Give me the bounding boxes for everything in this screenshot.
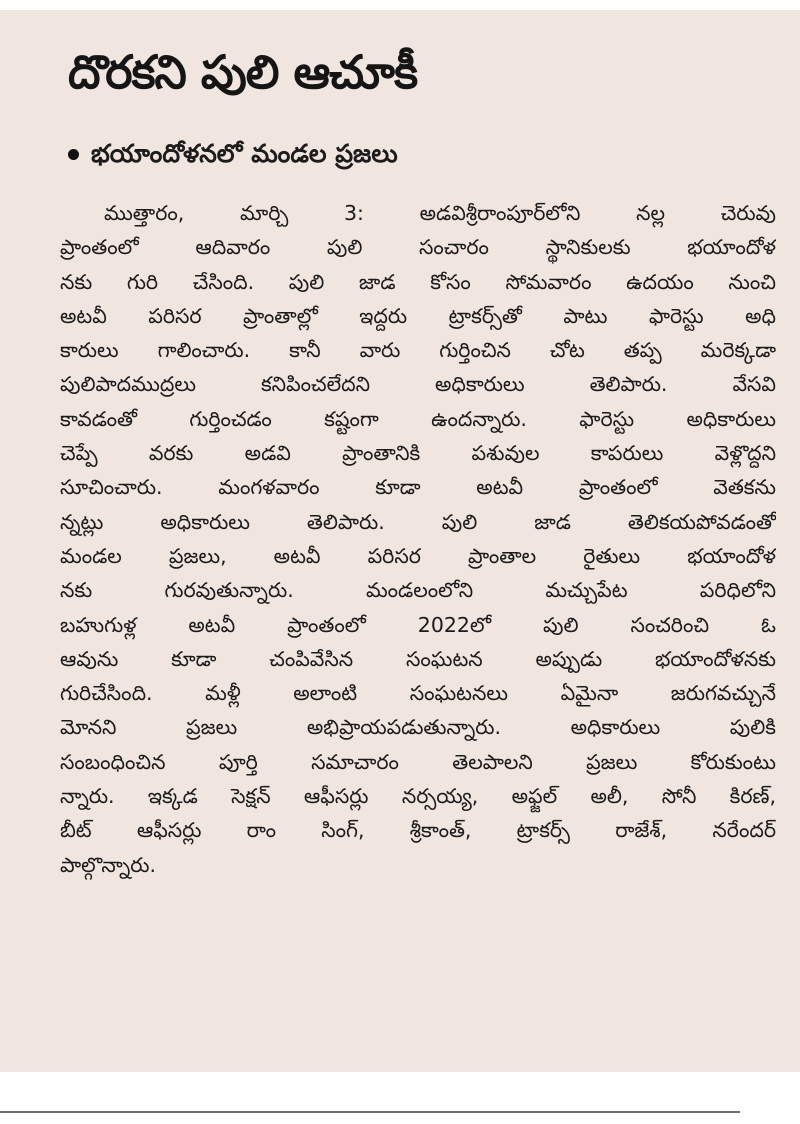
body-line: సూచించారు. మంగళవారం కూడా అటవీ ప్రాంతంలో వెతకను [60, 475, 776, 500]
body-line: ముత్తారం, మార్చి 3: అడవిశ్రీరాంపూర్‌లోని నల్ల చెరువు [104, 201, 776, 225]
body-line: చెప్పే వరకు అడవి ప్రాంతానికి పశువుల కాపరులు వెళ్లొద్దని [60, 441, 776, 466]
subheadline-text: భయాందోళనలో మండల ప్రజలు [91, 139, 398, 168]
body-line: న్నారు. ఇక్కడ సెక్షన్ ఆఫీసర్లు నర్సయ్య, అఫ్జల్ అలీ, సోనీ కిరణ్, [60, 784, 776, 809]
body-line: గురిచేసింది. మళ్లీ అలాంటి సంఘటనలు ఏమైనా జరుగవచ్చునే [60, 681, 776, 706]
body-line: నకు గురి చేసింది. పులి జాడ కోసం సోమవారం ఉదయం నుంచి [60, 269, 776, 294]
article-subheadline [68, 132, 768, 176]
body-line: పులిపాదముద్రలు కనిపించలేదని అధికారులు తెలిపారు. వేసవి [60, 372, 776, 397]
newspaper-clipping [0, 10, 800, 1072]
body-line: అటవీ పరిసర ప్రాంతాల్లో ఇద్దరు ట్రాకర్స్‌తో పాటు ఫారెస్టు అధి [60, 303, 776, 328]
body-line: మండల ప్రజలు, అటవీ పరిసర ప్రాంతాల రైతులు భయాందోళ [60, 543, 776, 568]
bullet-icon [68, 149, 79, 160]
body-line: కారులు గాలించారు. కానీ వారు గుర్తించిన చోట తప్ప మరెక్కడా [60, 338, 776, 363]
body-line: కావడంతో గుర్తించడం కష్టంగా ఉందన్నారు. ఫారెస్టు అధికారులు [60, 406, 776, 431]
body-line: నకు గురవుతున్నారు. మండలంలోని మచ్చుపేట పరిధిలోని [60, 578, 776, 603]
article-headline: దొరకని పులి ఆచూకీ [68, 45, 418, 99]
body-line: న్నట్లు అధికారులు తెలిపారు. పులి జాడ తెలికయపోవడంతో [60, 509, 776, 534]
body-line: బహుగుళ్ల అటవీ ప్రాంతంలో 2022లో పులి సంచరించి ఓ [60, 612, 776, 637]
body-line: సంబంధించిన పూర్తి సమాచారం తెలపాలని ప్రజలు కోరుకుంటు [60, 749, 776, 774]
body-line: పాల్గొన్నారు. [60, 852, 156, 877]
body-line: మోనని ప్రజలు అభిప్రాయపడుతున్నారు. అధికారులు పులికి [60, 715, 776, 740]
body-line: బీట్ ఆఫీసర్లు రాం సింగ్, శ్రీకాంత్, ట్రాకర్స్ రాజేశ్, నరేందర్ [60, 818, 776, 843]
body-line: ఆవును కూడా చంపివేసిన సంఘటన అప్పుడు భయాందోళనకు [60, 646, 776, 671]
body-line: ప్రాంతంలో ఆదివారం పులి సంచారం స్థానికులకు భయాందోళ [60, 235, 776, 260]
article-body [60, 196, 776, 882]
bottom-divider [0, 1111, 740, 1113]
